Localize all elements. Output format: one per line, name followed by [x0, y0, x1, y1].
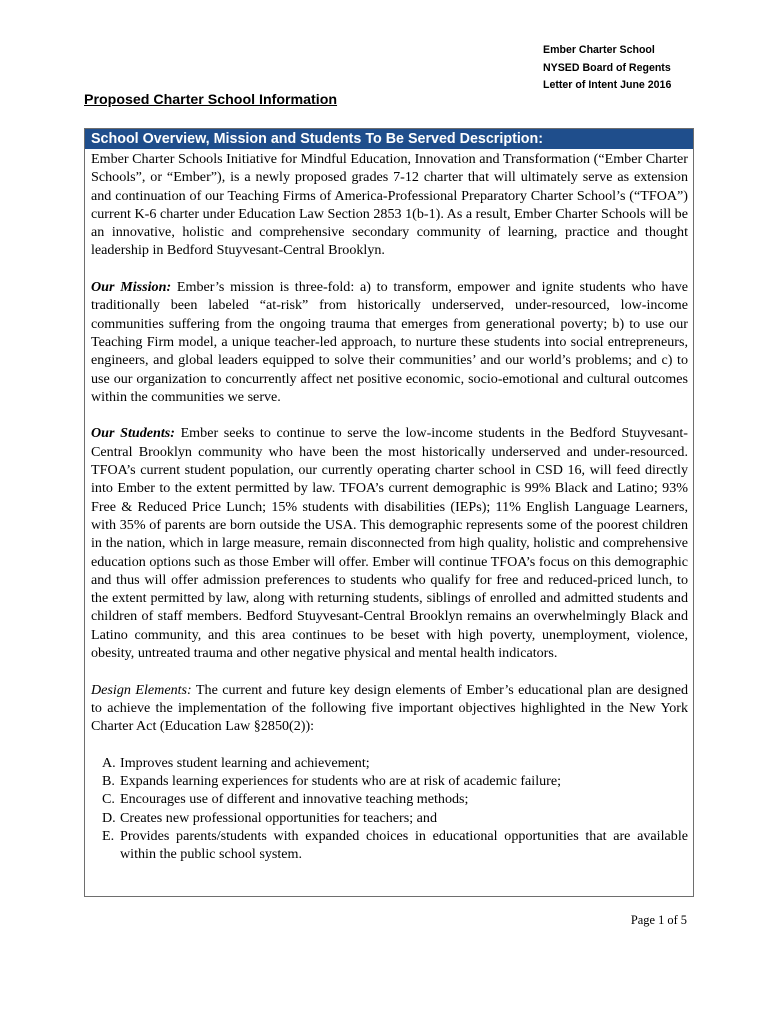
overview-box-body — [85, 149, 693, 864]
list-item-text: Provides parents/students with expanded choices in educational opportunities that are available within the public school system. — [120, 827, 688, 863]
design-paragraph — [91, 681, 688, 736]
list-item-letter: E. — [102, 827, 115, 844]
list-item-text: Expands learning experiences for students who are at risk of academic failure; — [120, 773, 562, 790]
design-lead: Design Elements: — [91, 681, 192, 698]
list-item-letter: A. — [102, 754, 116, 771]
section-title: Proposed Charter School Information — [84, 92, 338, 108]
list-item-letter: D. — [102, 809, 116, 826]
list-item-text: Creates new professional opportunities for teachers; and — [120, 809, 438, 826]
students-lead: Our Students: — [91, 425, 175, 442]
letterhead-letter-date: Letter of Intent June 2016 — [543, 79, 672, 91]
objectives-list — [91, 754, 688, 864]
students-paragraph — [91, 424, 688, 662]
list-item-text: Improves student learning and achievement; — [120, 754, 370, 771]
list-item-letter: B. — [102, 773, 115, 790]
list-item-letter: C. — [102, 791, 115, 808]
design-text: The current and future key design elements of Ember’s educational plan are designed to achieve the implementation of the following five important objectives highlighted in the New York Charter Act (Education Law §2850(2)): — [91, 681, 688, 735]
mission-text: Ember’s mission is three-fold: a) to transform, empower and ignite students who have traditionally been labeled “at-risk” from historically underserved, under-resourced, low-income communities suffering from the ongoing trauma that emerges from generational poverty; b) to use our Teaching Firm model, a unique teacher-led approach, to nurture these students into social entrepreneurs, engineers, and global leaders equipped to solve their communities’ and our world’s problems; and c) to use our organization to concurrently affect net positive economic, socio-emotional and cultural outcomes within the communities we serve. — [91, 279, 688, 405]
mission-lead: Our Mission: — [91, 279, 172, 296]
overview-paragraph: Ember Charter Schools Initiative for Mindful Education, Innovation and Transformation (“Ember Charter Schools”, or “Ember”), is a newly proposed grades 7-12 charter that will ultimately serve as extension and continuation of our Teaching Firms of America-Professional Preparatory Charter School’s (“TFOA”) current K-6 charter under Education Law Section 2853 1(b-1). As a result, Ember Charter Schools will be an innovative, holistic and comprehensive secondary community of learning, practice and thought leadership in Bedford Stuyvesant-Central Brooklyn. — [91, 151, 688, 259]
page-number: Page 1 of 5 — [630, 913, 687, 927]
mission-paragraph — [91, 278, 688, 406]
overview-box — [84, 128, 694, 897]
list-item — [91, 809, 688, 827]
letterhead — [543, 42, 743, 95]
letterhead-board: NYSED Board of Regents — [543, 61, 671, 74]
students-text: Ember seeks to continue to serve the low-income students in the Bedford Stuyvesant-Central Brooklyn community who have been the most historically underserved and under-resourced. TFOA’s current student population, our currently operating charter school in CSD 16, will feed directly into Ember to the extent permitted by law. TFOA’s current demographic is 99% Black and Latino; 93% Free & Reduced Price Lunch; 15% students with disabilities (IEPs); 11% English Language Learners, with 35% of parents are born outside the USA. This demographic represents some of the poorest children in the nation, which in large measure, remain disconnected from high quality, holistic and comprehensive education options such as those Ember will offer. Ember will continue TFOA’s focus on this demographic and thus will offer admission preferences to students who qualify for free and reduced-priced lunch, to the extent permitted by law, along with returning students, siblings of enrolled and admitted students and children of staff members. Bedford Stuyvesant-Central Brooklyn remains an overwhelmingly Black and Latino community, and this area continues to be beset with high poverty, unemployment, violence, obesity, untreated trauma and other negative physical and mental health indicators. — [91, 425, 688, 662]
list-item-text: Encourages use of different and innovative teaching methods; — [120, 791, 469, 808]
list-item — [91, 772, 688, 790]
list-item — [91, 754, 688, 772]
list-item — [91, 827, 688, 864]
letterhead-school-name: Ember Charter School — [543, 44, 655, 56]
list-item — [91, 790, 688, 808]
overview-box-title: School Overview, Mission and Students To Be Served Description: — [85, 129, 693, 149]
